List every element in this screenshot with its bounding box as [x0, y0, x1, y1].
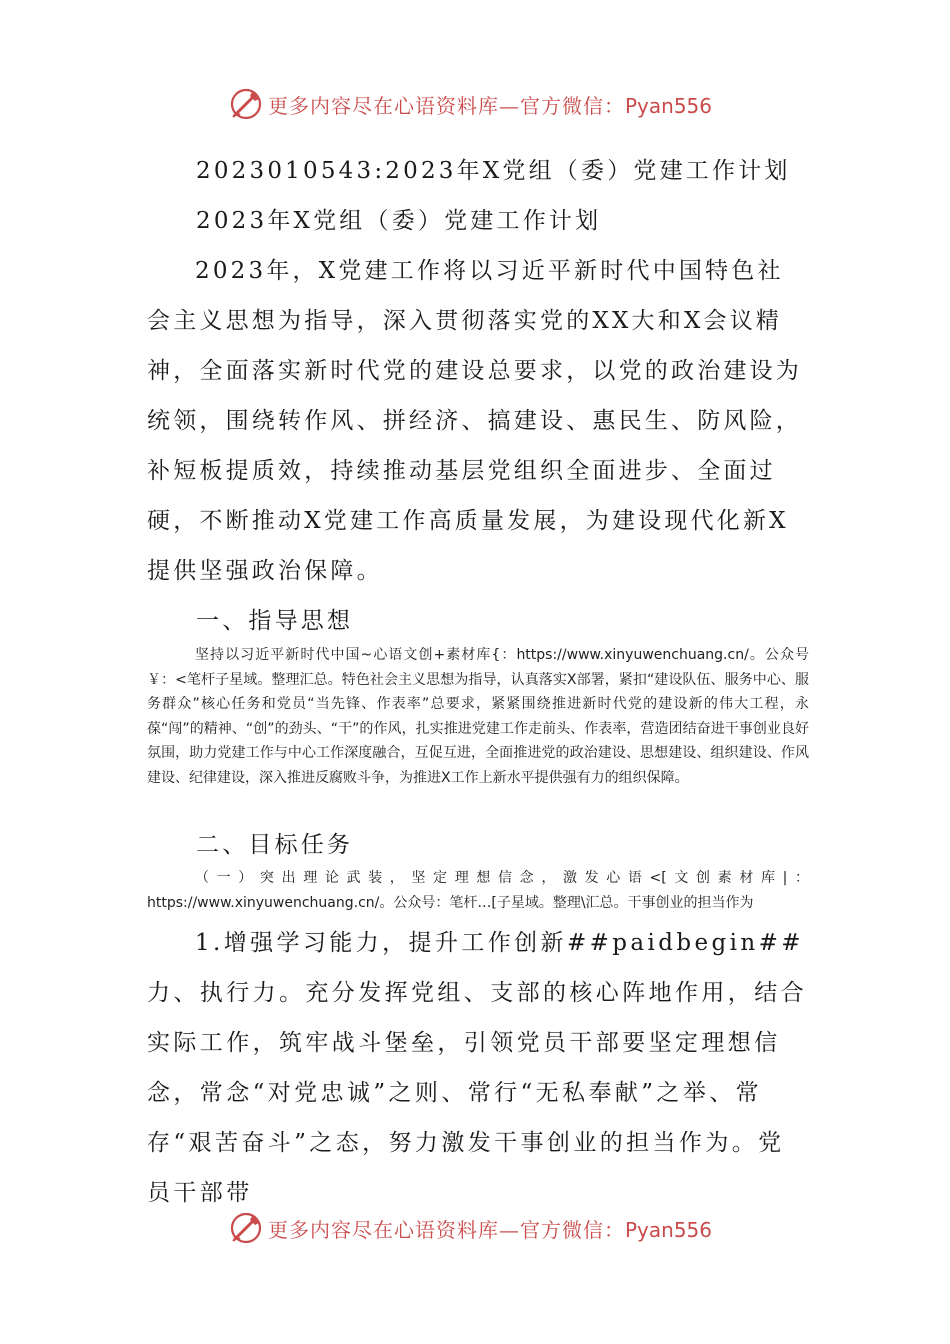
section1-paragraph: 坚持以习近平新时代中国~心语文创+素材库{：https://www.xinyuwenchuang.cn/。公众号￥：<笔杆子星域。整理汇总。特色社会主义思想为指导，认真落实X部署，紧扣“建设队伍、服务中心、服务群众”核心任务和党员“当先锋、作表率”总要求，紧紧围绕推进新时代党的建设新的伟大工程，永葆“闯”的精神、“创”的劲头、“干”的作风，扎实推进党建工作走前头、作表率，营造团结奋进干事创业良好氛围，助力党建工作与中心工作深度融合，互促互进，全面推进党的政治建设、思想建设、组织建设、作风建设、纪律建设，深入推进反腐败斗争，为推进X工作上新水平提供强有力的组织保障。: [147, 647, 809, 786]
intro-paragraph: 2023年，X党建工作将以习近平新时代中国特色社会主义思想为指导，深入贯彻落实党的XX大和X会议精神，全面落实新时代党的建设总要求，以党的政治建设为统领，围绕转作风、拼经济、搞建设、惠民生、防风险，补短板提质效，持续推动基层党组织全面进步、全面过硬，不断推动X党建工作高质量发展，为建设现代化新X提供坚强政治保障。: [147, 258, 802, 584]
section2-paragraph: 1.增强学习能力，提升工作创新##paidbegin##力、执行力。充分发挥党组、支部的核心阵地作用，结合实际工作，筑牢战斗堡垒，引领党员干部要坚定理想信念，常念“对党忠诚”之则、常行“无私奉献”之举、常存“艰苦奋斗”之态，努力激发干事创业的担当作为。党员干部带: [147, 930, 807, 1206]
section1-heading: 一、指导思想: [196, 608, 354, 634]
watermark-text: 更多内容尽在心语资料库—官方微信：Pyan556: [268, 1217, 713, 1242]
section2-heading: 二、目标任务: [196, 832, 354, 858]
watermark-text: 更多内容尽在心语资料库—官方微信：Pyan556: [268, 93, 713, 118]
document-title: 2023年X党组（委）党建工作计划: [196, 208, 602, 234]
watermark-banner-top: [228, 84, 748, 124]
document-title-with-id: 2023010543:2023年X党组（委）党建工作计划: [196, 158, 791, 184]
section2-subheading: （一）突出理论武装，坚定理想信念，激发心语<[文创素材库|：https://www.xinyuwenchuang.cn/。公众号：笔杆…[子星域。整理\汇总。干事创业的担当作为: [147, 870, 809, 911]
brush-pen-logo-icon: [228, 86, 264, 122]
watermark-banner-bottom: [228, 1208, 748, 1248]
brush-pen-logo-icon: [228, 1210, 264, 1246]
